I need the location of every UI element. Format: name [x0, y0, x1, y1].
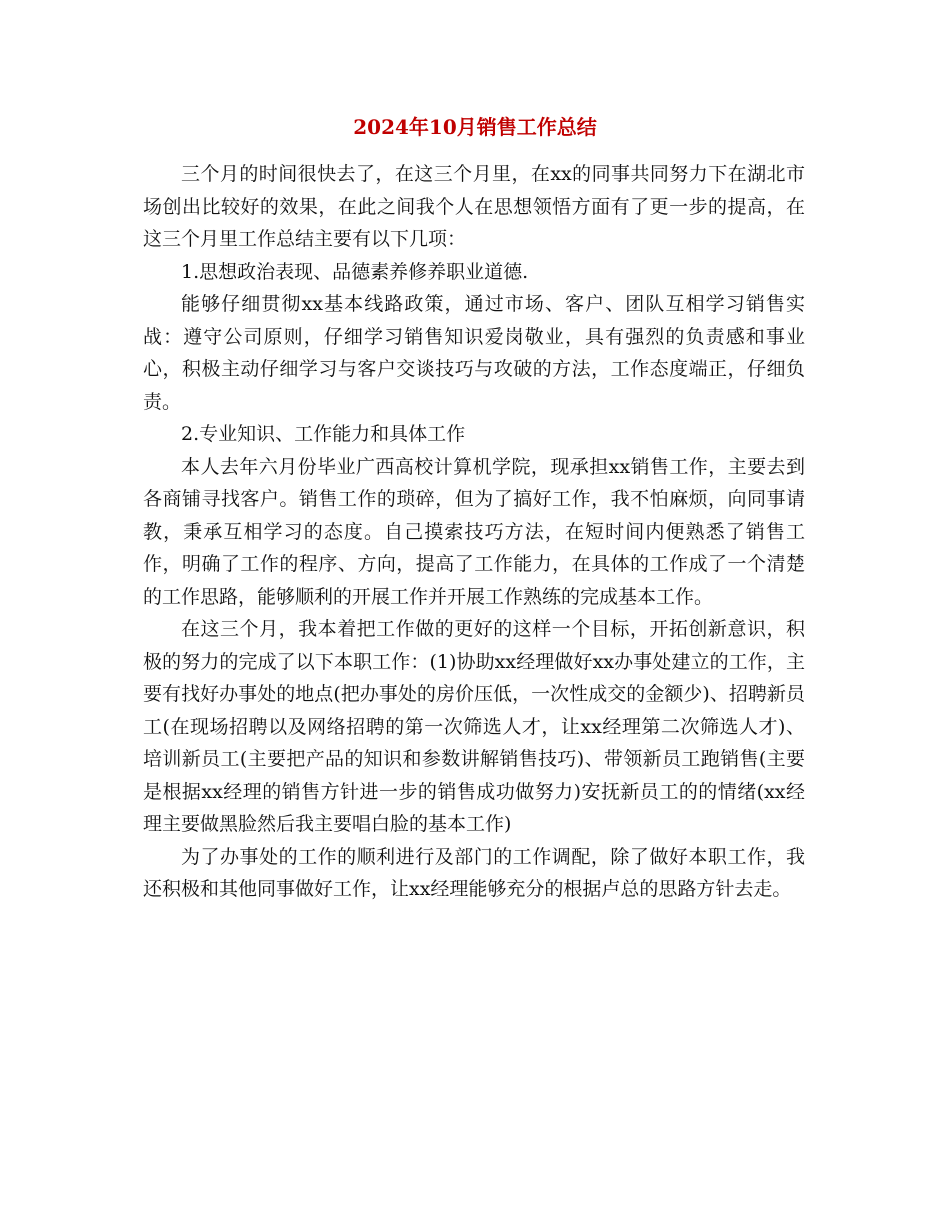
paragraph-duties: 在这三个月，我本着把工作做的更好的这样一个目标，开拓创新意识，积极的努力的完成了以下本职工作：(1)协助xx经理做好xx办事处建立的工作，主要有找好办事处的地点(把办事处的房价压低，一次性成交的金额少)、招聘新员工(在现场招聘以及网络招聘的第一次筛选人才，让xx经理第二次筛选人才)、培训新员工(主要把产品的知识和参数讲解销售技巧)、带领新员工跑销售(主要是根据xx经理的销售方针进一步的销售成功做努力)安抚新员工的的情绪(xx经理主要做黑脸然后我主要唱白脸的基本工作) [143, 618, 805, 835]
paragraph-section-1: 能够仔细贯彻xx基本线路政策，通过市场、客户、团队互相学习销售实战：遵守公司原则，仔细学习销售知识爱岗敬业，具有强烈的负责感和事业心，积极主动仔细学习与客户交谈技巧与攻破的方法，工作态度端正，仔细负责。 [143, 293, 805, 413]
paragraph-closing: 为了办事处的工作的顺利进行及部门的工作调配，除了做好本职工作，我还积极和其他同事做好工作，让xx经理能够充分的根据卢总的思路方针去走。 [143, 845, 805, 900]
section-heading-1: 1.思想政治表现、品德素养修养职业道德. [181, 260, 529, 283]
document-title: 2024年10月销售工作总结 [353, 115, 597, 139]
section-heading-2: 2.专业知识、工作能力和具体工作 [181, 423, 466, 445]
paragraph-intro: 三个月的时间很快去了，在这三个月里，在xx的同事共同努力下在湖北市场创出比较好的效果，在此之间我个人在思想领悟方面有了更一步的提高，在这三个月里工作总结主要有以下几项： [143, 163, 805, 250]
document-body [143, 158, 805, 906]
paragraph-section-2: 本人去年六月份毕业广西高校计算机学院，现承担xx销售工作，主要去到各商铺寻找客户。销售工作的琐碎，但为了搞好工作，我不怕麻烦，向同事请教，秉承互相学习的态度。自己摸索技巧方法，在短时间内便熟悉了销售工作，明确了工作的程序、方向，提高了工作能力，在具体的工作成了一个清楚的工作思路，能够顺利的开展工作并开展工作熟练的完成基本工作。 [143, 455, 805, 608]
